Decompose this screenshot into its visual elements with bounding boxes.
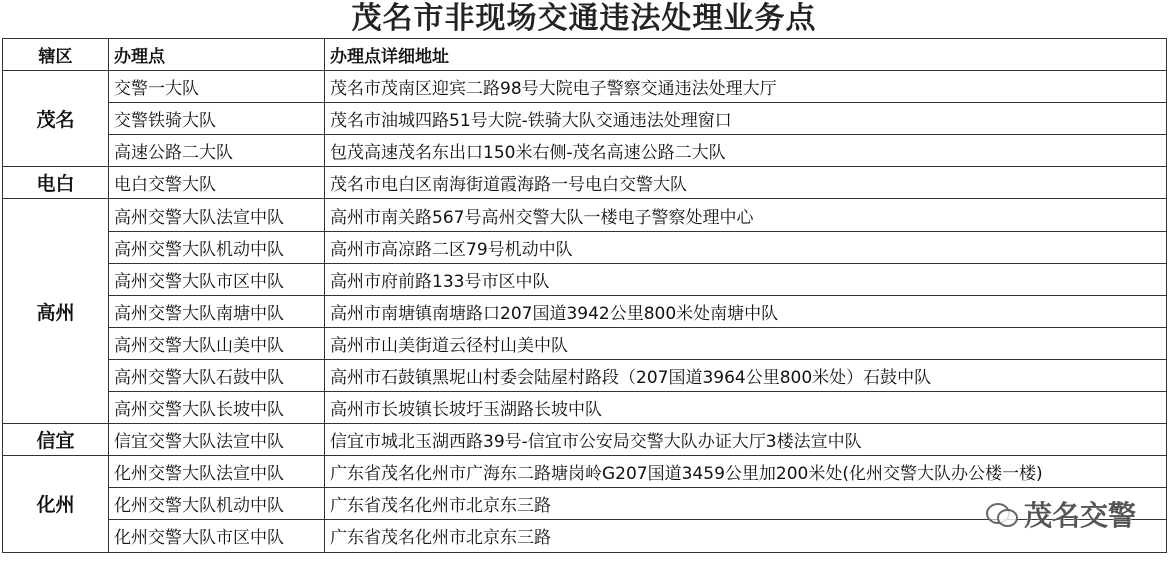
point-cell: 高州交警大队市区中队 [109, 263, 325, 295]
header-district: 辖区 [3, 39, 109, 71]
point-cell: 交警一大队 [109, 71, 325, 103]
address-cell: 信宜市城北玉湖西路39号-信宜市公安局交警大队办证大厅3楼法宣中队 [325, 424, 1167, 456]
table-row [3, 488, 1167, 520]
table-row [3, 392, 1167, 424]
table-row [3, 359, 1167, 391]
header-address: 办理点详细地址 [325, 39, 1167, 71]
table-row [3, 295, 1167, 327]
table-row [3, 424, 1167, 456]
point-cell: 高州交警大队机动中队 [109, 231, 325, 263]
table-header-row [3, 39, 1167, 71]
address-cell: 茂名市电白区南海街道霞海路一号电白交警大队 [325, 167, 1167, 199]
table-row [3, 520, 1167, 552]
point-cell: 化州交警大队法宣中队 [109, 456, 325, 488]
point-cell: 高速公路二大队 [109, 135, 325, 167]
table-row [3, 71, 1167, 103]
service-points-table [2, 38, 1167, 553]
district-cell: 高州 [3, 199, 109, 424]
table-row [3, 135, 1167, 167]
address-cell: 广东省茂名化州市北京东三路 [325, 520, 1167, 552]
point-cell: 高州交警大队石鼓中队 [109, 359, 325, 391]
address-cell: 高州市石鼓镇黑坭山村委会陆屋村路段（207国道3964公里800米处）石鼓中队 [325, 359, 1167, 391]
table-row [3, 199, 1167, 231]
address-cell: 高州市府前路133号市区中队 [325, 263, 1167, 295]
table-row [3, 327, 1167, 359]
table-row [3, 456, 1167, 488]
point-cell: 交警铁骑大队 [109, 103, 325, 135]
address-cell: 茂名市油城四路51号大院-铁骑大队交通违法处理窗口 [325, 103, 1167, 135]
point-cell: 高州交警大队南塘中队 [109, 295, 325, 327]
address-cell: 高州市南关路567号高州交警大队一楼电子警察处理中心 [325, 199, 1167, 231]
district-cell: 信宜 [3, 424, 109, 456]
page-title: 茂名市非现场交通违法处理业务点 [351, 1, 817, 36]
point-cell: 高州交警大队山美中队 [109, 327, 325, 359]
address-cell: 包茂高速茂名东出口150米右侧-茂名高速公路二大队 [325, 135, 1167, 167]
address-cell: 广东省茂名化州市广海东二路塘岗岭G207国道3459公里加200米处(化州交警大队办公楼一楼) [325, 456, 1167, 488]
address-cell: 高州市高凉路二区79号机动中队 [325, 231, 1167, 263]
table-row [3, 167, 1167, 199]
table-row [3, 103, 1167, 135]
point-cell: 电白交警大队 [109, 167, 325, 199]
table-row [3, 263, 1167, 295]
address-cell: 高州市长坡镇长坡圩玉湖路长坡中队 [325, 392, 1167, 424]
address-cell: 广东省茂名化州市北京东三路 [325, 488, 1167, 520]
point-cell: 高州交警大队法宣中队 [109, 199, 325, 231]
district-cell: 化州 [3, 456, 109, 552]
address-cell: 高州市南塘镇南塘路口207国道3942公里800米处南塘中队 [325, 295, 1167, 327]
point-cell: 信宜交警大队法宣中队 [109, 424, 325, 456]
table-row [3, 231, 1167, 263]
address-cell: 高州市山美街道云径村山美中队 [325, 327, 1167, 359]
point-cell: 高州交警大队长坡中队 [109, 392, 325, 424]
watermark-text: 茂名交警 [1023, 499, 1136, 532]
district-cell: 电白 [3, 167, 109, 199]
point-cell: 化州交警大队市区中队 [109, 520, 325, 552]
point-cell: 化州交警大队机动中队 [109, 488, 325, 520]
address-cell: 茂名市茂南区迎宾二路98号大院电子警察交通违法处理大厅 [325, 71, 1167, 103]
district-cell: 茂名 [3, 71, 109, 167]
header-point: 办理点 [109, 39, 325, 71]
